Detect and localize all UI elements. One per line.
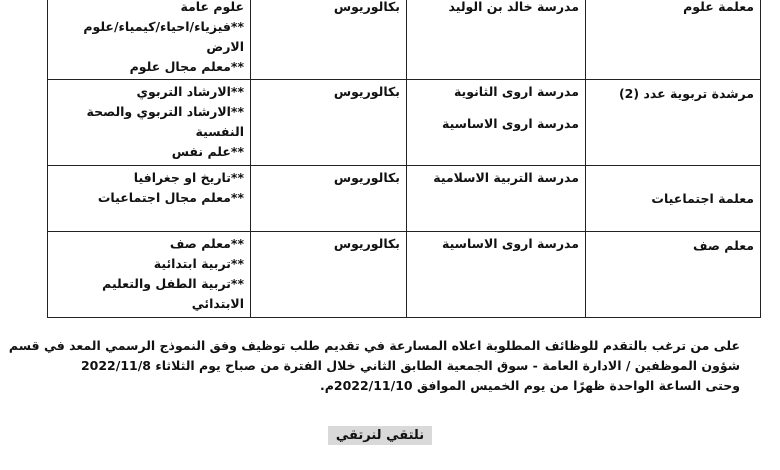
majors-cell — [48, 0, 251, 80]
major-item: **الارشاد التربوي والصحة — [86, 104, 244, 119]
job-title-cell — [586, 232, 761, 318]
job-title: معلمة اجتماعيات — [651, 190, 754, 206]
job-title: مرشدة تربوية عدد (2) — [618, 86, 754, 101]
major-item: **معلم صف — [169, 236, 244, 251]
major-item: **معلم مجال علوم — [129, 59, 244, 74]
table-row — [48, 166, 761, 232]
majors-cell — [48, 232, 251, 318]
job-title-cell — [586, 0, 761, 80]
job-title: معلم صف — [692, 238, 754, 253]
major-item: **تربية الطفل والتعليم — [102, 276, 244, 291]
degree-cell — [251, 0, 407, 80]
notice-line: على من ترغب بالتقدم للوظائف المطلوبة اعلاه المسارعة في تقديم طلب توظيف وفق النموذج الرسمي المعد في قسم — [8, 338, 740, 353]
major-item: **علم نفس — [171, 144, 244, 159]
notice-line: وحتى الساعة الواحدة ظهرًا من يوم الخميس الموافق 2022/11/10م. — [319, 378, 740, 393]
majors-cell — [48, 166, 251, 232]
degree-cell — [251, 80, 407, 166]
application-notice — [8, 336, 740, 396]
school-cell — [407, 0, 586, 80]
major-item: الارض — [206, 39, 244, 54]
job-title-cell — [586, 166, 761, 232]
school-cell — [407, 166, 586, 232]
major-item: **تاريخ او جغرافيا — [133, 170, 244, 185]
major-item: الابتدائي — [191, 296, 244, 311]
major-item: **تربية ابتدائية — [153, 256, 244, 271]
job-title: معلمة علوم — [683, 0, 754, 14]
table-row — [48, 232, 761, 318]
majors-cell — [48, 80, 251, 166]
major-item: النفسية — [195, 124, 244, 139]
degree-cell — [251, 166, 407, 232]
school-name: مدرسة اروى الاساسية — [442, 236, 579, 251]
degree: بكالوريوس — [333, 0, 400, 14]
major-item: علوم عامة — [180, 0, 244, 14]
signoff-text: نلتقي لنرتقي — [328, 426, 432, 445]
degree: بكالوريوس — [333, 236, 400, 251]
school-name: مدرسة اروى الثانوية — [453, 84, 579, 99]
major-item: **فيزياء/احياء/كيمياء/علوم — [83, 19, 244, 34]
degree: بكالوريوس — [333, 84, 400, 99]
jobs-table — [47, 0, 761, 318]
school-name: مدرسة اروى الاساسية — [442, 116, 579, 131]
table-row — [48, 0, 761, 80]
table-row — [48, 80, 761, 166]
signoff — [320, 424, 440, 443]
degree: بكالوريوس — [333, 170, 400, 185]
notice-line: شؤون الموظفين / الادارة العامة - سوق الجمعية الطابق الثاني خلال الفترة من صباح يوم الثلاثاء 2022/11/8 — [80, 358, 740, 373]
major-item: **الارشاد التربوي — [136, 84, 244, 99]
major-item: **معلم مجال اجتماعيات — [97, 190, 244, 205]
school-name: مدرسة خالد بن الوليد — [448, 0, 579, 14]
job-title-cell — [586, 80, 761, 166]
degree-cell — [251, 232, 407, 318]
school-name: مدرسة التربية الاسلامية — [433, 170, 579, 185]
school-cell — [407, 232, 586, 318]
school-cell — [407, 80, 586, 166]
